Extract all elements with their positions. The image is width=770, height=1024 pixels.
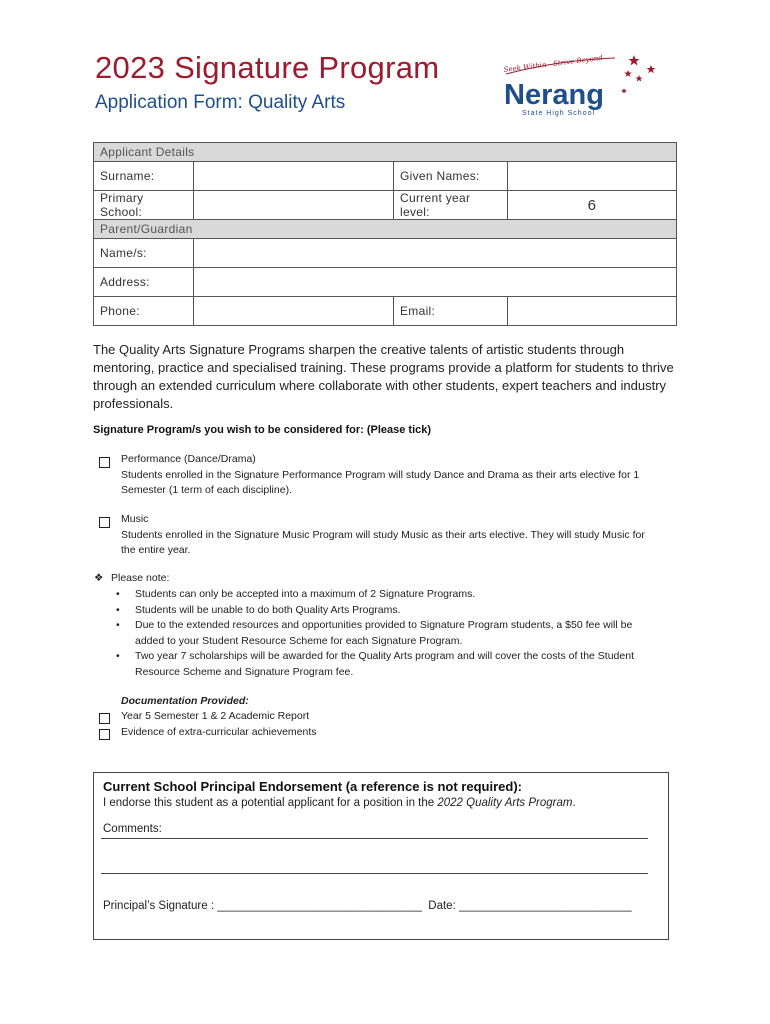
endorsement-text-suffix: . [572,797,576,809]
stars-icon [621,55,656,93]
table-row [94,297,677,326]
page-title: 2023 Signature Program [95,50,440,85]
notes-list [111,587,661,680]
music-title: Music [121,513,149,525]
page-subtitle: Application Form: Quality Arts [95,92,346,113]
music-checkbox[interactable] [99,515,110,533]
email-field[interactable] [508,297,677,326]
performance-option [121,452,661,499]
phone-field[interactable] [194,297,394,326]
documentation-item: Evidence of extra-curricular achievements [121,726,317,738]
address-label: Address: [94,268,194,297]
parent-section-label: Parent/Guardian [94,220,677,239]
endorsement-text [103,797,576,809]
address-field[interactable] [194,268,677,297]
signature-label: Principal’s Signature : [103,900,215,912]
table-row [94,162,677,191]
performance-description: Students enrolled in the Signature Performance Program will study Dance and Drama as their arts elective for 1 Semester (1 term of each discipline). [121,468,640,496]
date-field[interactable]: ___________________________ [458,900,632,912]
signature-row [103,900,632,912]
performance-title: Performance (Dance/Drama) [121,453,256,465]
comments-line-2[interactable] [101,873,648,874]
surname-field[interactable] [194,162,394,191]
music-option [121,512,661,559]
performance-checkbox[interactable] [99,455,110,473]
year-level-field[interactable]: 6 [508,191,677,220]
achievements-checkbox[interactable] [99,727,110,745]
email-label: Email: [394,297,508,326]
primary-school-field[interactable] [194,191,394,220]
intro-paragraph: The Quality Arts Signature Programs sharpen the creative talents of artistic students through mentoring, practice and specialised training. These programs provide a platform for students to thrive through an extended curriculum where collaborate with other students, expert teachers and industry professionals. [93,342,674,411]
logo-name: Nerang [504,79,604,111]
endorsement-text-prefix: I endorse this student as a potential applicant for a position in the [103,797,438,809]
school-logo [500,52,660,122]
list-item: • Due to the extended resources and opportunities provided to Signature Program students, a $50 fee will be added to your Student Resource Scheme for each Signature Program. [111,618,661,649]
programs-heading: Signature Program/s you wish to be considered for: (Please tick) [93,424,432,436]
applicant-details-table [93,142,677,326]
section-header-row [94,220,677,239]
date-label: Date: [428,900,456,912]
applicant-section-label: Applicant Details [94,143,677,162]
endorsement-program-name: 2022 Quality Arts Program [437,797,573,809]
given-names-label: Given Names: [394,162,508,191]
documentation-item: Year 5 Semester 1 & 2 Academic Report [121,710,310,722]
music-description: Students enrolled in the Signature Music Program will study Music as their arts elective. They will study Music for the entire year. [121,528,645,556]
list-item: • Two year 7 scholarships will be awarded for the Quality Arts program and will cover the costs of the Student Resource Scheme and Signature Program fee. [111,649,661,680]
list-item: • Students can only be accepted into a maximum of 2 Signature Programs. [111,587,661,603]
comments-line-1[interactable] [101,838,648,839]
diamond-bullet-icon: ❖ [94,572,104,584]
phone-label: Phone: [94,297,194,326]
table-row [94,268,677,297]
please-note-label: Please note: [111,572,170,584]
table-row [94,239,677,268]
year-level-label: Current year level: [394,191,508,220]
principal-endorsement-box [93,772,669,940]
table-row [94,191,677,220]
surname-label: Surname: [94,162,194,191]
logo-school: State High School [522,110,596,117]
list-item: • Students will be unable to do both Quality Arts Programs. [111,603,661,619]
parent-names-field[interactable] [194,239,677,268]
section-header-row [94,143,677,162]
endorsement-heading: Current School Principal Endorsement (a reference is not required): [103,779,522,794]
primary-school-label: Primary School: [94,191,194,220]
comments-label: Comments: [103,823,162,835]
signature-field[interactable]: ________________________________ [217,900,422,912]
parent-names-label: Name/s: [94,239,194,268]
documentation-heading: Documentation Provided: [121,695,249,707]
given-names-field[interactable] [508,162,677,191]
logo-tagline: Seek Within - Strive Beyond [503,53,604,74]
